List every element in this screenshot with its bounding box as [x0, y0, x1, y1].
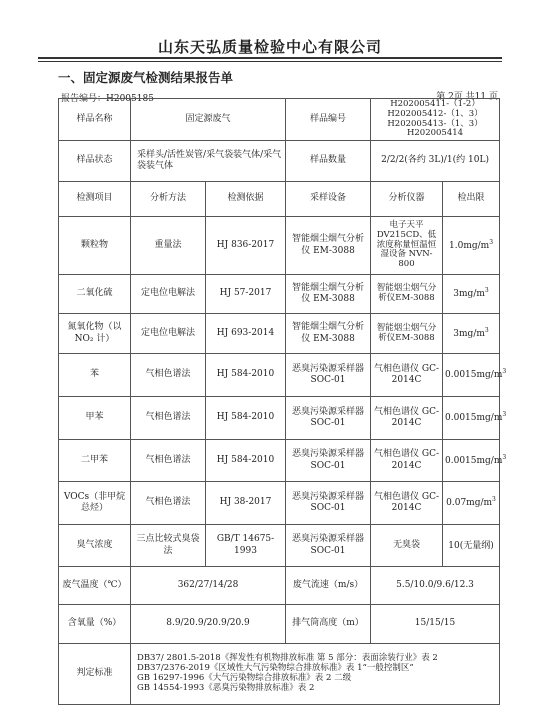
- detection-limit: [443, 217, 500, 275]
- oxygen-value: 8.9/20.9/20.9/20.9: [131, 605, 286, 644]
- sampling-equipment: 恶臭污染源采样器 SOC-01: [286, 397, 371, 440]
- sample-codes: [371, 99, 500, 141]
- flow-value: 5.5/10.0/9.6/12.3: [371, 567, 500, 605]
- test-basis: HJ 584-2010: [206, 397, 286, 440]
- test-item: 苯: [59, 354, 131, 397]
- analysis-method: 重量法: [131, 217, 206, 275]
- column-header: 分析方法: [131, 182, 206, 217]
- table-row: [59, 275, 500, 314]
- detection-limit: [443, 354, 507, 397]
- sample-code: H202005414: [406, 128, 464, 139]
- sampling-equipment: 智能烟尘烟气分析仪 EM-3088: [286, 275, 371, 314]
- standard-line: DB37/2376-2019《区域性大气污染物综合排放标准》表 1“一般控制区”: [137, 663, 414, 674]
- test-basis: HJ 584-2010: [206, 354, 286, 397]
- limit-unit-sup: 3: [502, 368, 507, 376]
- test-item: 颗粒物: [59, 217, 131, 275]
- analysis-method: 气相色谱法: [131, 482, 206, 525]
- table-row: [59, 440, 500, 482]
- sample-state-value: 采样头/活性炭管/采气袋装气体/采气袋装气体: [131, 141, 286, 182]
- detection-limit: [443, 525, 500, 567]
- analysis-instrument: 智能烟尘烟气分析仪EM-3088: [371, 275, 443, 314]
- sampling-equipment: 恶臭污染源采样器 SOC-01: [286, 525, 371, 567]
- conditions-row: [59, 567, 500, 605]
- sample-name-label: 样品名称: [59, 99, 131, 141]
- page-indicator: 第 2页 共11 页: [436, 92, 498, 102]
- detection-limit: [443, 482, 500, 525]
- limit-unit-sup: 3: [492, 496, 496, 504]
- table-row: [59, 217, 500, 275]
- sample-code: H202005411-（1-2）: [390, 98, 480, 109]
- limit-unit-sup: 3: [502, 411, 507, 419]
- temperature-value: 362/27/14/28: [131, 567, 286, 605]
- standard-line: GB 14554-1993《恶臭污染物排放标准》表 2: [137, 682, 315, 693]
- analysis-instrument: 智能烟尘烟气分析仪EM-3088: [371, 314, 443, 354]
- header-rule-thick: [38, 57, 502, 59]
- stack-height-label: 排气筒高度（m）: [286, 605, 371, 644]
- analysis-method: 气相色谱法: [131, 354, 206, 397]
- sample-name-row: [59, 99, 500, 141]
- analysis-method: 定电位电解法: [131, 314, 206, 354]
- analysis-instrument: 无臭袋: [371, 525, 443, 567]
- sample-code: H202005413-（1、3）: [387, 118, 483, 129]
- analysis-instrument: 气相色谱仪 GC-2014C: [371, 482, 443, 525]
- sample-state-label: 样品状态: [59, 141, 131, 182]
- test-item: 臭气浓度: [59, 525, 131, 567]
- results-table: [58, 98, 507, 705]
- column-header: 采样设备: [286, 182, 371, 217]
- company-name: 山东天弘质量检验中心有限公司: [157, 38, 382, 56]
- sample-qty-label: 样品数量: [286, 141, 371, 182]
- test-basis: HJ 38-2017: [206, 482, 286, 525]
- test-item: 氮氧化物（以 NO₂ 计）: [59, 314, 131, 354]
- standards-row: [59, 644, 500, 705]
- standards-list: [131, 644, 500, 705]
- detection-limit: [443, 397, 507, 440]
- stack-height-value: 15/15/15: [371, 605, 500, 644]
- column-header: 检测依据: [206, 182, 286, 217]
- section-title: 一、固定源废气检测结果报告单: [58, 70, 234, 85]
- report-number: 报告编号：H2005185: [61, 94, 154, 104]
- test-item: 二氧化硫: [59, 275, 131, 314]
- analysis-method: 气相色谱法: [131, 440, 206, 482]
- column-header: 检测项目: [59, 182, 131, 217]
- test-item: 二甲苯: [59, 440, 131, 482]
- sampling-equipment: 恶臭污染源采样器 SOC-01: [286, 440, 371, 482]
- detection-limit: [443, 440, 507, 482]
- limit-value: 0.07mg/m: [446, 498, 493, 509]
- analysis-instrument: 气相色谱仪 GC-2014C: [371, 354, 443, 397]
- detection-limit: [443, 275, 500, 314]
- sample-qty-value: 2/2/2(各约 3L)/1(约 10L): [371, 141, 500, 182]
- header-rule-thin: [38, 61, 502, 62]
- sample-code-label: 样品编号: [286, 99, 371, 141]
- limit-unit-sup: 3: [484, 326, 489, 334]
- limit-unit-sup: 3: [502, 453, 507, 461]
- analysis-method: 气相色谱法: [131, 397, 206, 440]
- limit-value: 10(无量纲): [448, 540, 494, 551]
- sample-name-value: 固定源废气: [131, 99, 286, 141]
- sampling-equipment: 智能烟尘烟气分析仪 EM-3088: [286, 217, 371, 275]
- test-basis: HJ 836-2017: [206, 217, 286, 275]
- standards-label: 判定标准: [59, 644, 131, 705]
- test-basis: GB/T 14675-1993: [206, 525, 286, 567]
- limit-value: 0.0015mg/m: [445, 413, 503, 424]
- standard-line: GB 16297-1996《大气污染物综合排放标准》表 2 二级: [137, 673, 352, 683]
- test-item: VOCs（非甲烷总烃）: [59, 482, 131, 525]
- table-row: [59, 525, 500, 567]
- column-header: 分析仪器: [371, 182, 443, 217]
- sample-code: H202005412-（1、3）: [387, 108, 483, 119]
- table-row: [59, 314, 500, 354]
- analysis-method: 三点比较式臭袋法: [131, 525, 206, 567]
- analysis-method: 定电位电解法: [131, 275, 206, 314]
- temperature-label: 废气温度（℃）: [59, 567, 131, 605]
- sampling-equipment: 恶臭污染源采样器 SOC-01: [286, 354, 371, 397]
- test-basis: HJ 584-2010: [206, 440, 286, 482]
- detection-limit: [443, 314, 500, 354]
- test-basis: HJ 693-2014: [206, 314, 286, 354]
- limit-value: 3mg/m: [453, 289, 485, 300]
- test-basis: HJ 57-2017: [206, 275, 286, 314]
- sample-state-row: [59, 141, 500, 182]
- limit-value: 3mg/m: [453, 328, 485, 339]
- sampling-equipment: 恶臭污染源采样器 SOC-01: [286, 482, 371, 525]
- limit-unit-sup: 3: [484, 287, 489, 295]
- table-row: [59, 482, 500, 525]
- column-header-row: [59, 182, 500, 217]
- column-header: 检出限: [443, 182, 500, 217]
- sampling-equipment: 智能烟尘烟气分析仪 EM-3088: [286, 314, 371, 354]
- limit-unit-sup: 3: [489, 238, 494, 246]
- analysis-instrument: 电子天平DV215CD、低浓度称量恒温恒湿设备 NVN-800: [371, 217, 443, 275]
- standard-line: DB37/ 2801.5-2018《挥发性有机物排放标准 第 5 部分：表面涂装行业》表 2: [137, 653, 438, 664]
- table-row: [59, 397, 500, 440]
- limit-value: 0.0015mg/m: [445, 370, 503, 381]
- conditions-row: [59, 605, 500, 644]
- analysis-instrument: 气相色谱仪 GC-2014C: [371, 440, 443, 482]
- limit-value: 1.0mg/m: [449, 240, 490, 251]
- analysis-instrument: 气相色谱仪 GC-2014C: [371, 397, 443, 440]
- oxygen-label: 含氧量（%）: [59, 605, 131, 644]
- test-item: 甲苯: [59, 397, 131, 440]
- limit-value: 0.0015mg/m: [445, 455, 503, 466]
- flow-label: 废气流速（m/s）: [286, 567, 371, 605]
- table-row: [59, 354, 500, 397]
